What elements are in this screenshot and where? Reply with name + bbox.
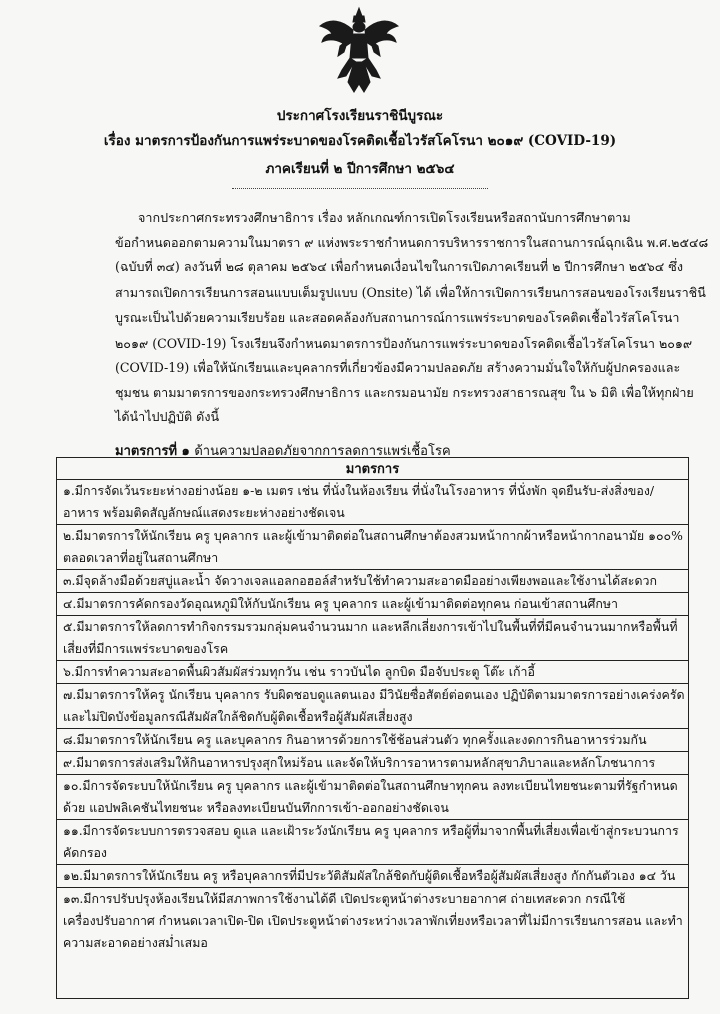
section-label: มาตรการที่ ๑ — [115, 444, 190, 459]
measure-cell — [57, 480, 689, 525]
measure-cell — [57, 820, 689, 865]
measure-cell — [57, 570, 689, 593]
announcement-term: ภาคเรียนที่ ๒ ปีการศึกษา ๒๕๖๔ — [265, 161, 455, 177]
table-row — [57, 775, 689, 820]
measure-text: ๖.มีการทำความสะอาดพื้นผิวสัมผัสร่วมทุกวัน เช่น ราวบันได ลูกบิด มือจับประตู โต๊ะ เก้าอี้ — [63, 664, 535, 679]
intro-line: (COVID-19) เพื่อให้นักเรียนและบุคลากรที่เกี่ยวข้องมีความปลอดภัย สร้างความมั่นใจให้กับผู้ปกครองและ — [115, 360, 681, 375]
measure-text: ๑๓.มีการปรับปรุงห้องเรียนให้มีสภาพการใช้งานได้ดี เปิดประตูหน้าต่างระบายอากาศ ถ่ายเทสะดวก กรณีใช้ — [63, 891, 626, 906]
table-row — [57, 865, 689, 888]
dotted-divider — [232, 188, 488, 189]
table-row — [57, 752, 689, 775]
measure-cell — [57, 775, 689, 820]
measure-text: ๑.มีการจัดเว้นระยะห่างอย่างน้อย ๑-๒ เมตร เช่น ที่นั่งในห้องเรียน ที่นั่งในโรงอาหาร ที่นั่งพัก จุดยืนรับ-ส่งสิ่งของ/ — [63, 483, 655, 498]
measure-text: เสี่ยงที่มีการแพร่ระบาดของโรค — [63, 641, 229, 656]
announcement-title: ประกาศโรงเรียนราชินีบูรณะ — [276, 108, 444, 124]
measure-text: ๑๑.มีการจัดระบบการตรวจสอบ ดูแล และเฝ้าระวังนักเรียน ครู บุคลากร หรือผู้ที่มาจากพื้นที่เสี่ยงเพื่อเข้าสู่กระบวนการ — [63, 823, 679, 838]
table-row — [57, 684, 689, 729]
measure-cell — [57, 661, 689, 684]
measure-text: ๔.มีมาตรการคัดกรองวัดอุณหภูมิให้กับนักเรียน ครู บุคลากร และผู้เข้ามาติดต่อทุกคน ก่อนเข้าสถานศึกษา — [63, 596, 618, 611]
table-row — [57, 729, 689, 752]
table-row — [57, 820, 689, 865]
measure-text: ๘.มีมาตรการให้นักเรียน ครู และบุคลากร กินอาหารด้วยการใช้ช้อนส่วนตัว ทุกครั้งและงดการกินอาหารร่วมกัน — [63, 732, 647, 747]
measure-text: ๓.มีจุดล้างมือด้วยสบู่และน้ำ จัดวางเจลแอลกอฮอล์สำหรับใช้ทำความสะอาดมืออย่างเพียงพอและใช้งานได้สะดวก — [63, 573, 657, 588]
table-row — [57, 888, 689, 999]
intro-line: ชุมชน ตามมาตรการของกระทรวงศึกษาธิการ และกรมอนามัย กระทรวงสาธารณสุข ใน ๖ มิติ เพื่อให้ทุกฝ่าย — [115, 385, 694, 400]
measure-cell — [57, 729, 689, 752]
measures-table — [56, 457, 689, 999]
table-row — [57, 661, 689, 684]
measure-cell — [57, 865, 689, 888]
intro-line: จากประกาศกระทรวงศึกษาธิการ เรื่อง หลักเกณฑ์การเปิดโรงเรียนหรือสถานับการศึกษาตาม — [138, 210, 631, 225]
table-row — [57, 570, 689, 593]
measure-cell — [57, 593, 689, 616]
table-header: มาตรการ — [57, 458, 689, 480]
announcement-subject: เรื่อง มาตรการป้องกันการแพร่ระบาดของโรคติดเชื้อไวรัสโคโรนา ๒๐๑๙ (COVID-19) — [103, 133, 617, 149]
measure-text: ตลอดเวลาที่อยู่ในสถานศึกษา — [63, 550, 219, 565]
measure-text: ความสะอาดอย่างสม่ำเสมอ — [63, 935, 208, 950]
measure-text: ๕.มีมาตรการให้ลดการทำกิจกรรมรวมกลุ่มคนจำนวนมาก และหลีกเลี่ยงการเข้าไปในพื้นที่ที่มีคนจำนวนมากหรือพื้นที่ — [63, 619, 678, 634]
measure-cell — [57, 616, 689, 661]
measure-cell — [57, 752, 689, 775]
measure-text: ๙.มีมาตรการส่งเสริมให้กินอาหารปรุงสุกใหม่ร้อน และจัดให้บริการอาหารตามหลักสุขาภิบาลและหลักโภชนาการ — [63, 755, 656, 770]
intro-line: บูรณะเป็นไปด้วยความเรียบร้อย และสอดคล้องกับสถานการณ์การแพร่ระบาดของโรคติดเชื้อไวรัสโคโรนา — [115, 310, 680, 325]
measure-text: ด้วย แอปพลิเคชันไทยชนะ หรือลงทะเบียนบันทึกการเข้า-ออกอย่างชัดเจน — [63, 800, 449, 815]
table-row — [57, 480, 689, 525]
measure-cell — [57, 888, 689, 999]
garuda-emblem-icon — [318, 6, 400, 96]
measure-text: ๗.มีมาตรการให้ครู นักเรียน บุคลากร รับผิดชอบดูแลตนเอง มีวินัยซื่อสัตย์ต่อตนเอง ปฏิบัติตามมาตรการอย่างเคร่งครัด — [63, 687, 685, 702]
measure-cell — [57, 525, 689, 570]
intro-line: ข้อกำหนดออกตามความในมาตรา ๙ แห่งพระราชกำหนดการบริหารราชการในสถานการณ์ฉุกเฉิน พ.ศ.๒๕๔๘ — [115, 235, 709, 250]
measure-text: เครื่องปรับอากาศ กำหนดเวลาเปิด-ปิด เปิดประตูหน้าต่างระหว่างเวลาพักเที่ยงหรือเวลาที่ไม่มีการเรียนการสอน และทำ — [63, 913, 683, 928]
intro-line: (ฉบับที่ ๓๔) ลงวันที่ ๒๘ ตุลาคม ๒๕๖๔ เพื่อกำหนดเงื่อนไขในการเปิดภาคเรียนที่ ๒ ปีการศึกษา ๒๕๖๔ ซึ่ง — [115, 259, 683, 274]
section-title: ด้านความปลอดภัยจากการลดการแพร่เชื้อโรค — [194, 444, 451, 459]
table-row — [57, 525, 689, 570]
intro-line: ได้นำไปปฏิบัติ ดังนี้ — [115, 409, 220, 424]
measure-text: และไม่ปิดบังข้อมูลกรณีสัมผัสใกล้ชิดกับผู้ติดเชื้อหรือผู้สัมผัสเสี่ยงสูง — [63, 709, 413, 724]
measure-text: ๑๒.มีมาตรการให้นักเรียน ครู หรือบุคลากรที่มีประวัติสัมผัสใกล้ชิดกับผู้ติดเชื้อหรือผู้สัมผัสเสี่ยงสูง กักกันตัวเอง ๑๔ วัน — [63, 868, 676, 883]
table-row — [57, 593, 689, 616]
measure-text: อาหาร พร้อมติดสัญลักษณ์แสดงระยะห่างอย่างชัดเจน — [63, 505, 345, 520]
measure-cell — [57, 684, 689, 729]
intro-line: สามารถเปิดการเรียนการสอนแบบเต็มรูปแบบ (Onsite) ได้ เพื่อให้การเปิดการเรียนการสอนของโรงเรียนราชินี — [115, 285, 706, 300]
intro-line: ๒๐๑๙ (COVID-19) โรงเรียนจึงกำหนดมาตรการป้องกันการแพร่ระบาดของโรคติดเชื้อไวรัสโคโรนา ๒๐๑๙ — [115, 336, 693, 351]
table-row — [57, 616, 689, 661]
measure-text: ๑๐.มีการจัดระบบให้นักเรียน ครู บุคลากร และผู้เข้ามาติดต่อในสถานศึกษาทุกคน ลงทะเบียนไทยชนะตามที่รัฐกำหนด — [63, 778, 678, 793]
measure-text: ๒.มีมาตรการให้นักเรียน ครู บุคลากร และผู้เข้ามาติดต่อในสถานศึกษาต้องสวมหน้ากากผ้าหรือหน้ากากอนามัย ๑๐๐% — [63, 528, 683, 543]
measure-text: คัดกรอง — [63, 845, 107, 860]
